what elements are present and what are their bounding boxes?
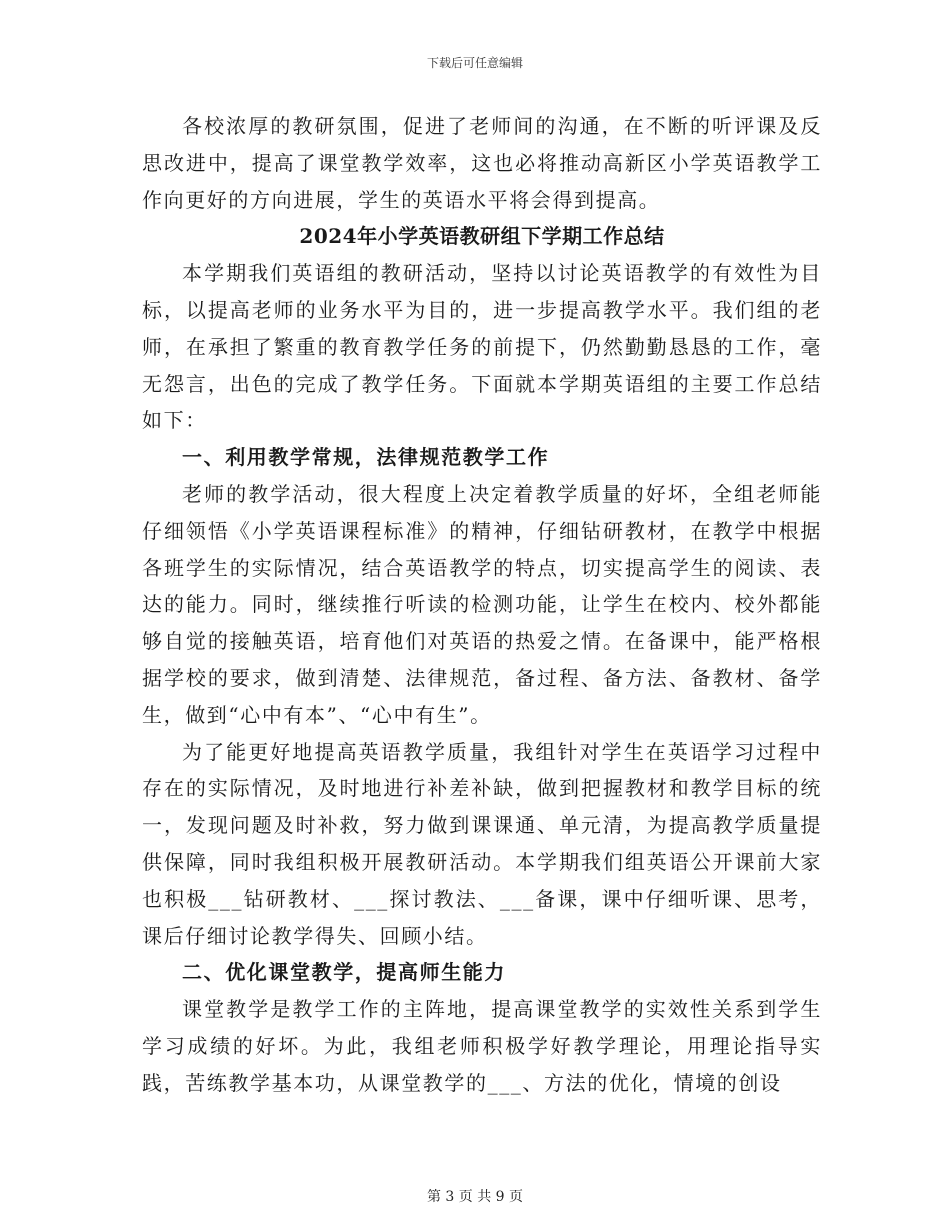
section-1-paragraph-1: 老师的教学活动，很大程度上决定着教学质量的好坏，全组老师能仔细领悟《小学英语课程标准》的精神，仔细钻研教材，在教学中根据各班学生的实际情况，结合英语教学的特点，切实提高学生的阅读、表达的能力。同时，继续推行听读的检测功能，让学生在校内、校外都能够自觉的接触英语，培育他们对英语的热爱之情。在备课中，能严格根据学校的要求，做到清楚、法律规范，备过程、备方法、备教材、备学生，做到“心中有本”、“心中有生”。 xyxy=(142,481,822,727)
section-heading-1: 一、利用教学常规，法律规范教学工作 xyxy=(182,445,550,470)
section-heading-2: 二、优化课堂教学，提高师生能力 xyxy=(182,960,506,985)
document-body xyxy=(142,108,822,1102)
document-title: 2024年小学英语教研组下学期工作总结 xyxy=(299,224,665,249)
page-number: 第 3 页 共 9 页 xyxy=(426,1189,524,1205)
section-2-paragraph-1: 课堂教学是教学工作的主阵地，提高课堂教学的实效性关系到学生学习成绩的好坏。为此，我组老师积极学好教学理论，用理论指导实践，苦练教学基本功，从课堂教学的___、方法的优化，情境的创设 xyxy=(142,997,822,1095)
section-1-paragraph-2: 为了能更好地提高英语教学质量，我组针对学生在英语学习过程中存在的实际情况，及时地进行补差补缺，做到把握教材和教学目标的统一，发现问题及时补救，努力做到课课通、单元清，为提高教学质量提供保障，同时我组积极开展教研活动。本学期我们组英语公开课前大家也积极___钻研教材、___探讨教法、___备课，课中仔细听课、思考，课后仔细讨论教学得失、回顾小结。 xyxy=(142,739,822,948)
intro-paragraph: 各校浓厚的教研氛围，促进了老师间的沟通，在不断的听评课及反思改进中，提高了课堂教学效率，这也必将推动高新区小学英语教学工作向更好的方向进展，学生的英语水平将会得到提高。 xyxy=(142,114,822,212)
overview-paragraph: 本学期我们英语组的教研活动，坚持以讨论英语教学的有效性为目标，以提高老师的业务水平为目的，进一步提高教学水平。我们组的老师，在承担了繁重的教育教学任务的前提下，仍然勤勤恳恳的工作，毫无怨言，出色的完成了教学任务。下面就本学期英语组的主要工作总结如下： xyxy=(142,261,822,433)
page-header: 下载后可任意编辑 xyxy=(426,56,523,70)
